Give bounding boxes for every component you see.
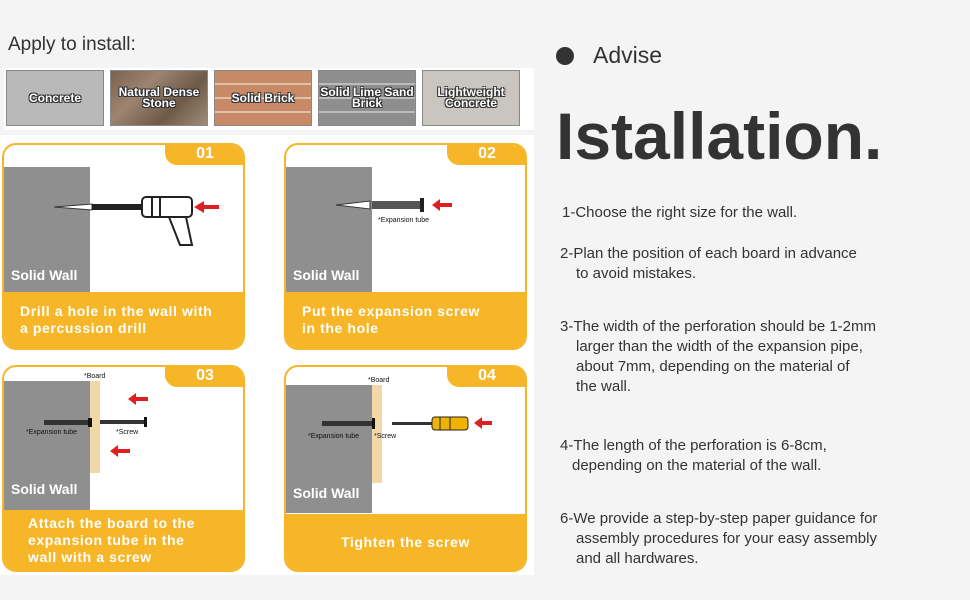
advise-heading (556, 42, 662, 69)
step-number: 02 (447, 143, 527, 165)
caption-line: Attach the board to the (28, 514, 196, 531)
caption-line: Tighten the screw (341, 533, 470, 550)
expansion-screw-icon (336, 195, 456, 215)
tip-line: 6-We provide a step-by-step paper guidance for (560, 510, 878, 527)
tip-line: and all hardwares. (576, 550, 699, 567)
wall (286, 167, 372, 295)
caption-line: Put the expansion screw (302, 303, 480, 319)
tip-line: 4-The length of the perforation is 6-8cm, (560, 437, 827, 454)
steps-panel (0, 135, 534, 575)
screw-label: *Screw (116, 429, 139, 436)
tip-3 (560, 317, 960, 397)
material-solid-brick (214, 70, 312, 126)
expansion-tube-label: *Expansion tube (308, 433, 359, 440)
step-number: 04 (447, 365, 527, 387)
tip-line: larger than the width of the expansion pipe, (576, 338, 863, 355)
page-title: Istallation. (556, 99, 883, 173)
material-label: Lightweight Concrete (437, 85, 505, 110)
step-card-3 (2, 365, 245, 572)
wall-label: Solid Wall (293, 485, 360, 501)
step-card-4 (284, 365, 527, 572)
wall-label: Solid Wall (11, 267, 78, 283)
step-caption (4, 510, 243, 570)
tip-line: 2-Plan the position of each board in advance (560, 245, 857, 262)
material-lightweight-concrete (422, 70, 520, 126)
material-label: Solid Brick (231, 90, 295, 105)
material-solid-lime-sand-brick (318, 70, 416, 126)
expansion-tube-label: *Expansion tube (378, 217, 429, 224)
tip-line: the wall. (576, 378, 632, 395)
screw-label: *Screw (374, 433, 397, 440)
material-label: Natural Dense Stone (118, 85, 200, 110)
board-label: *Board (84, 373, 106, 380)
tip-5 (560, 509, 960, 569)
tip-line: assembly procedures for your easy assembly (576, 530, 877, 547)
caption-line: in the hole (302, 320, 379, 336)
tip-line: to avoid mistakes. (576, 265, 697, 282)
wall-label: Solid Wall (11, 481, 78, 497)
advise-label: Advise (593, 42, 663, 68)
caption-line: a percussion drill (20, 320, 147, 336)
board-label: *Board (368, 377, 390, 384)
tip-line: 3-The width of the perforation should be 1-2mm (560, 318, 877, 335)
material-label: Solid Lime Sand Brick (320, 85, 414, 110)
drill-icon (54, 179, 234, 249)
tip-1 (562, 203, 962, 223)
material-strip (4, 68, 534, 130)
wall-label: Solid Wall (293, 267, 360, 283)
apply-title: Apply to install: (8, 34, 136, 55)
step-number: 03 (165, 365, 245, 387)
step-caption (4, 292, 243, 348)
caption-line: expansion tube in the (28, 531, 185, 548)
caption-line: Drill a hole in the wall with (20, 303, 213, 319)
step-caption (286, 292, 525, 348)
tip-line: about 7mm, depending on the material of (576, 358, 850, 375)
step-number: 01 (165, 143, 245, 165)
material-concrete (6, 70, 104, 126)
tip-4 (560, 436, 960, 476)
wall (286, 385, 372, 513)
bullet-dot-icon (556, 47, 574, 65)
step-card-1 (2, 143, 245, 350)
material-label: Concrete (28, 90, 81, 105)
expansion-tube-label: *Expansion tube (26, 429, 77, 436)
tip-line: 1-Choose the right size for the wall. (562, 204, 798, 221)
tip-2 (560, 244, 960, 284)
step-caption (286, 514, 525, 570)
screwdriver-icon (322, 413, 492, 433)
step-card-2 (284, 143, 527, 350)
tip-line: depending on the material of the wall. (572, 457, 822, 474)
caption-line: wall with a screw (28, 548, 152, 565)
material-natural-dense-stone (110, 70, 208, 126)
